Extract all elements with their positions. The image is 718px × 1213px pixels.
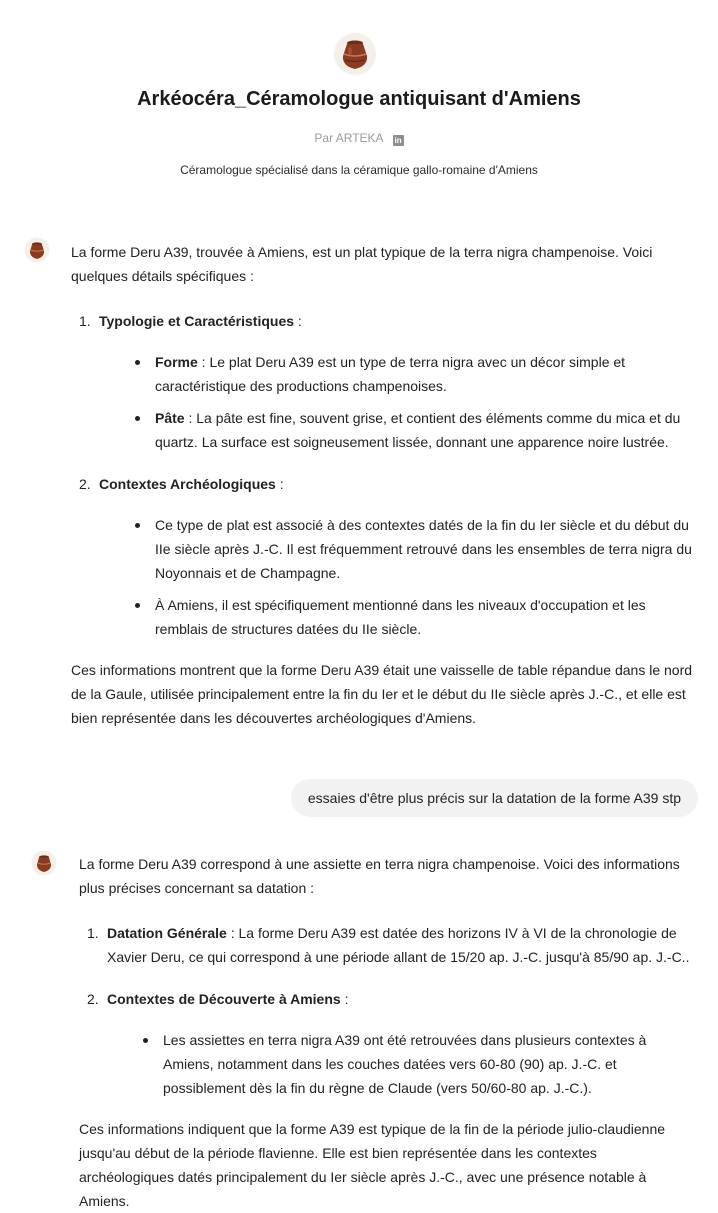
list-item: À Amiens, il est spécifiquement mentionné dans les niveaux d'occupation et les remblais de structures datées du IIe siècle. bbox=[99, 593, 696, 641]
linkedin-icon[interactable]: in bbox=[394, 136, 402, 145]
assistant-avatar bbox=[24, 237, 50, 263]
list-item: 1. Typologie et Caractéristiques : Forme : Le plat Deru A39 est un type de terra nigra avec un décor simple et caractéristique des productions champenoises. Pâte : La pâte est fine, souvent grise, et contient des éléments comme du mica et du quartz. La surface est soigneusement lissée, donnant une apparence noire lustrée. bbox=[71, 309, 696, 454]
numbered-list bbox=[71, 309, 696, 641]
list-number: 2. bbox=[79, 476, 91, 492]
bullet-list bbox=[107, 1028, 694, 1100]
message-intro: La forme Deru A39, trouvée à Amiens, est un plat typique de la terra nigra champenoise. Voici quelques détails spécifiques : bbox=[71, 244, 653, 284]
section-title: Contextes Archéologiques bbox=[99, 476, 276, 492]
author-name[interactable]: Par ARTEKA bbox=[314, 131, 384, 145]
message-conclusion: Ces informations montrent que la forme Deru A39 était une vaisselle de table répandue dans le nord de la Gaule, utilisée principalement entre la fin du Ier et le début du IIe siècle après J.-C., et elle est bien représentée dans les découvertes archéologiques d'Amiens. bbox=[71, 662, 693, 726]
list-item: 2. Contextes Archéologiques : Ce type de plat est associé à des contextes datés de la fin du Ier siècle et du début du IIe siècle après J.-C. Il est fréquemment retrouvé dans les ensembles de terra nigra du Noyonnais et de Champagne. À Amiens, il est spécifiquement mentionné dans les niveaux d'occupation et les remblais de structures datées du IIe siècle. bbox=[71, 472, 696, 641]
list-item: Les assiettes en terra nigra A39 ont été retrouvées dans plusieurs contextes à Amiens, notamment dans les couches datées vers 60-80 (90) ap. J.-C. et possiblement dès la fin du règne de Claude (vers 50/60-80 ap. J.-C.). bbox=[107, 1028, 694, 1100]
assistant-avatar bbox=[31, 850, 57, 876]
list-item: 1. Datation Générale : La forme Deru A39 est datée des horizons IV à VI de la chronologie de Xavier Deru, ce qui correspond à une période allant de 15/20 ap. J.-C. jusqu'à 85/90 ap. J.-C.. bbox=[79, 921, 694, 969]
user-message-bubble: essaies d'être plus précis sur la datation de la forme A39 stp bbox=[291, 779, 698, 817]
pottery-vase-icon bbox=[333, 32, 377, 76]
list-item: Forme : Le plat Deru A39 est un type de terra nigra avec un décor simple et caractéristique des productions champenoises. bbox=[99, 350, 696, 398]
section-title: Typologie et Caractéristiques bbox=[99, 313, 295, 329]
list-item: 2. Contextes de Découverte à Amiens : Les assiettes en terra nigra A39 ont été retrouvées dans plusieurs contextes à Amiens, notamment dans les couches datées vers 60-80 (90) ap. J.-C. et possiblement dès la fin du règne de Claude (vers 50/60-80 ap. J.-C.). bbox=[79, 987, 694, 1100]
author-line bbox=[0, 131, 718, 146]
list-item: Ce type de plat est associé à des contextes datés de la fin du Ier siècle et du début du IIe siècle après J.-C. Il est fréquemment retrouvé dans les ensembles de terra nigra du Noyonnais et de Champagne. bbox=[99, 513, 696, 585]
bullet-list bbox=[99, 350, 696, 454]
assistant-message bbox=[79, 852, 694, 1213]
message-intro: La forme Deru A39 correspond à une assiette en terra nigra champenoise. Voici des informations plus précises concernant sa datation : bbox=[79, 856, 680, 896]
gpt-description: Céramologue spécialisé dans la céramique gallo-romaine d'Amiens bbox=[180, 163, 538, 177]
message-conclusion: Ces informations indiquent que la forme A39 est typique de la fin de la période julio-claudienne jusqu'au début de la période flavienne. Elle est bien représentée dans les contextes archéologiques datés principalement du Ier siècle après J.-C., avec une présence notable à Amiens. bbox=[79, 1121, 666, 1209]
bullet-list bbox=[99, 513, 696, 641]
list-number: 1. bbox=[87, 925, 99, 941]
list-number: 2. bbox=[87, 991, 99, 1007]
section-title: Contextes de Découverte à Amiens bbox=[107, 991, 341, 1007]
gpt-title: Arkéocéra_Céramologue antiquisant d'Amiens bbox=[137, 88, 581, 110]
assistant-message bbox=[71, 240, 696, 730]
list-item: Pâte : La pâte est fine, souvent grise, et contient des éléments comme du mica et du quartz. La surface est soigneusement lissée, donnant une apparence noire lustrée. bbox=[99, 406, 696, 454]
list-number: 1. bbox=[79, 313, 91, 329]
section-title: Datation Générale bbox=[107, 925, 227, 941]
numbered-list bbox=[79, 921, 694, 1100]
